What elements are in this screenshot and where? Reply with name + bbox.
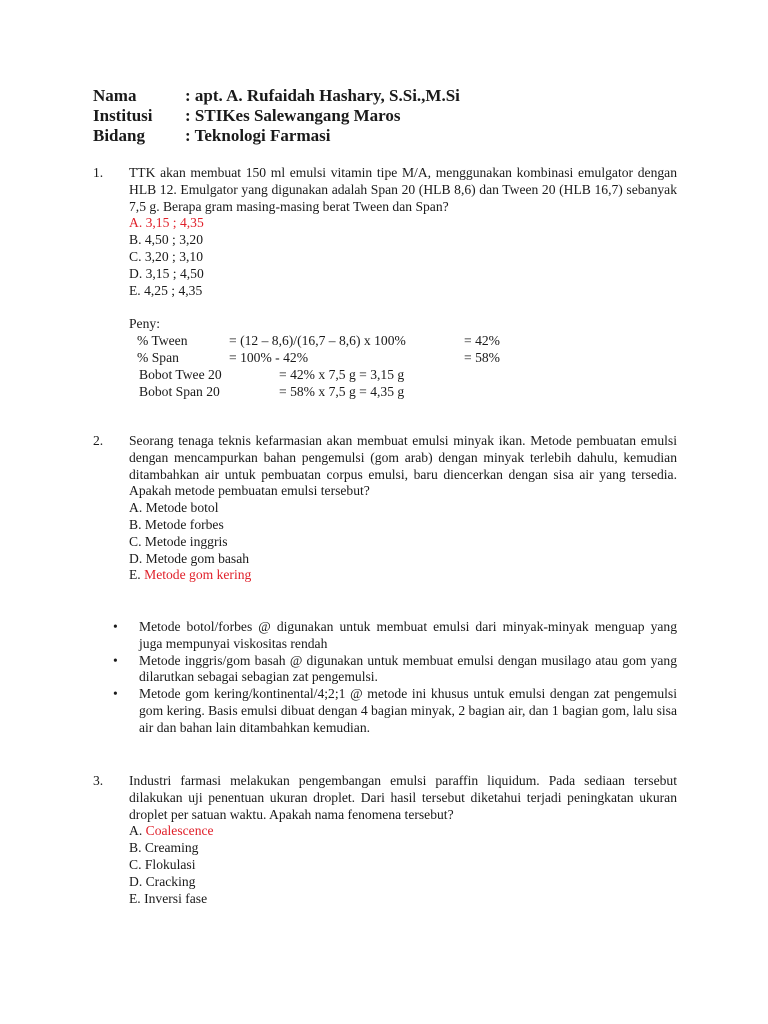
solution-row bbox=[129, 367, 677, 384]
answer-option-e: E. Inversi fase bbox=[129, 890, 208, 906]
header-row-nama bbox=[93, 86, 460, 106]
answer-option-a-correct: A. 3,15 ; 4,35 bbox=[129, 215, 204, 231]
answer-option-c: C. Flokulasi bbox=[129, 856, 196, 872]
solution-row bbox=[129, 333, 677, 350]
note-text: Metode botol/forbes @ digunakan untuk membuat emulsi dari minyak-minyak menguap yang juga mempunyai viskositas rendah bbox=[139, 619, 677, 651]
question-number: 1. bbox=[93, 165, 104, 180]
header-value: : apt. A. Rufaidah Hashary, S.Si.,M.Si bbox=[185, 86, 460, 105]
note-text: Metode inggris/gom basah @ digunakan untuk membuat emulsi dengan musilago atau gom yang dilarutkan sebagai sebagian zat pengemulsi. bbox=[139, 652, 677, 685]
solution-row bbox=[129, 384, 677, 401]
option-text: Coalescence bbox=[145, 823, 214, 839]
solution-row bbox=[129, 350, 677, 367]
solution-formula: = 42% x 7,5 g = 3,15 g bbox=[279, 366, 405, 382]
header-value: : STIKes Salewangang Maros bbox=[185, 106, 401, 125]
bullet-dot-icon: • bbox=[113, 619, 118, 634]
solution-term: % Tween bbox=[137, 333, 188, 349]
note-item bbox=[113, 619, 677, 653]
answer-option-b: B. Creaming bbox=[129, 840, 199, 856]
question-stem: Industri farmasi melakukan pengembangan emulsi paraffin liquidum. Pada sediaan tersebut dilakukan uji penentuan ukuran droplet. Dari hasil tersebut diketahui terjadi peningkatan ukuran droplet per satuan waktu. Apakah nama fenomena tersebut? bbox=[129, 773, 677, 822]
answer-option-e: E. 4,25 ; 4,35 bbox=[129, 282, 203, 298]
option-text: Metode gom kering bbox=[144, 567, 252, 583]
question-3 bbox=[93, 773, 677, 907]
answer-option-d: D. Metode gom basah bbox=[129, 550, 250, 566]
answer-option-a: A. Metode botol bbox=[129, 500, 219, 516]
note-text: Metode gom kering/kontinental/4;2;1 @ metode ini khusus untuk emulsi dengan zat pengemulsi gom kering. Basis emulsi dibuat dengan 4 bagian minyak, 2 bagian air, dan 1 bagian gom, lalu sisa air dan bahan lain ditambahkan kemudian. bbox=[139, 686, 677, 735]
header-row-bidang bbox=[93, 126, 460, 146]
header-label: Nama bbox=[93, 86, 137, 105]
solution-term: Bobot Span 20 bbox=[139, 383, 220, 399]
solution-formula: = 58% x 7,5 g = 4,35 g bbox=[279, 383, 405, 399]
answer-option-c: C. 3,20 ; 3,10 bbox=[129, 248, 204, 264]
answer-option-a-correct bbox=[129, 823, 677, 840]
question-number: 2. bbox=[93, 433, 104, 448]
note-item bbox=[113, 686, 677, 736]
answer-option-d: D. 3,15 ; 4,50 bbox=[129, 265, 204, 281]
bullet-dot-icon: • bbox=[113, 652, 118, 668]
solution-term: % Span bbox=[137, 349, 179, 365]
solution-title: Peny: bbox=[129, 316, 160, 332]
solution-block bbox=[129, 316, 677, 400]
solution-result: = 58% bbox=[464, 349, 500, 365]
bullet-dot-icon: • bbox=[113, 686, 118, 702]
question-stem: Seorang tenaga teknis kefarmasian akan membuat emulsi minyak ikan. Metode pembuatan emulsi dengan mencampurkan bahan pengemulsi (gom arab) dengan minyak terlebih dahulu, kemudian ditambahkan air untuk pembuatan corpus emulsi, baru diencerkan dengan sisa air yang tersedia. Apakah metode pembuatan emulsi tersebut? bbox=[129, 433, 677, 499]
answer-option-b: B. 4,50 ; 3,20 bbox=[129, 232, 204, 248]
question-2 bbox=[93, 433, 677, 584]
solution-result: = 42% bbox=[464, 333, 500, 349]
question-1 bbox=[93, 165, 677, 400]
solution-term: Bobot Twee 20 bbox=[139, 366, 222, 382]
answer-option-d: D. Cracking bbox=[129, 873, 196, 889]
question-number: 3. bbox=[93, 773, 104, 788]
question-stem: TTK akan membuat 150 ml emulsi vitamin tipe M/A, menggunakan kombinasi emulgator dengan HLB 12. Emulgator yang digunakan adalah Span 20 (HLB 8,6) dan Tween 20 (HLB 16,7) sebanyak 7,5 g. Berapa gram masing-masing berat Tween dan Span? bbox=[129, 165, 677, 214]
explanation-notes bbox=[113, 619, 677, 737]
solution-formula: = 100% - 42% bbox=[229, 349, 309, 365]
identity-header bbox=[93, 86, 460, 146]
header-value: : Teknologi Farmasi bbox=[185, 126, 331, 145]
note-item bbox=[113, 653, 677, 687]
solution-formula: = (12 – 8,6)/(16,7 – 8,6) x 100% bbox=[229, 333, 406, 349]
header-row-institusi bbox=[93, 106, 460, 126]
header-label: Bidang bbox=[93, 126, 145, 145]
answer-option-e-correct bbox=[129, 567, 677, 584]
option-prefix: A. bbox=[129, 823, 146, 839]
option-prefix: E. bbox=[129, 567, 145, 583]
answer-option-c: C. Metode inggris bbox=[129, 533, 228, 549]
answer-option-b: B. Metode forbes bbox=[129, 516, 224, 532]
header-label: Institusi bbox=[93, 106, 153, 125]
